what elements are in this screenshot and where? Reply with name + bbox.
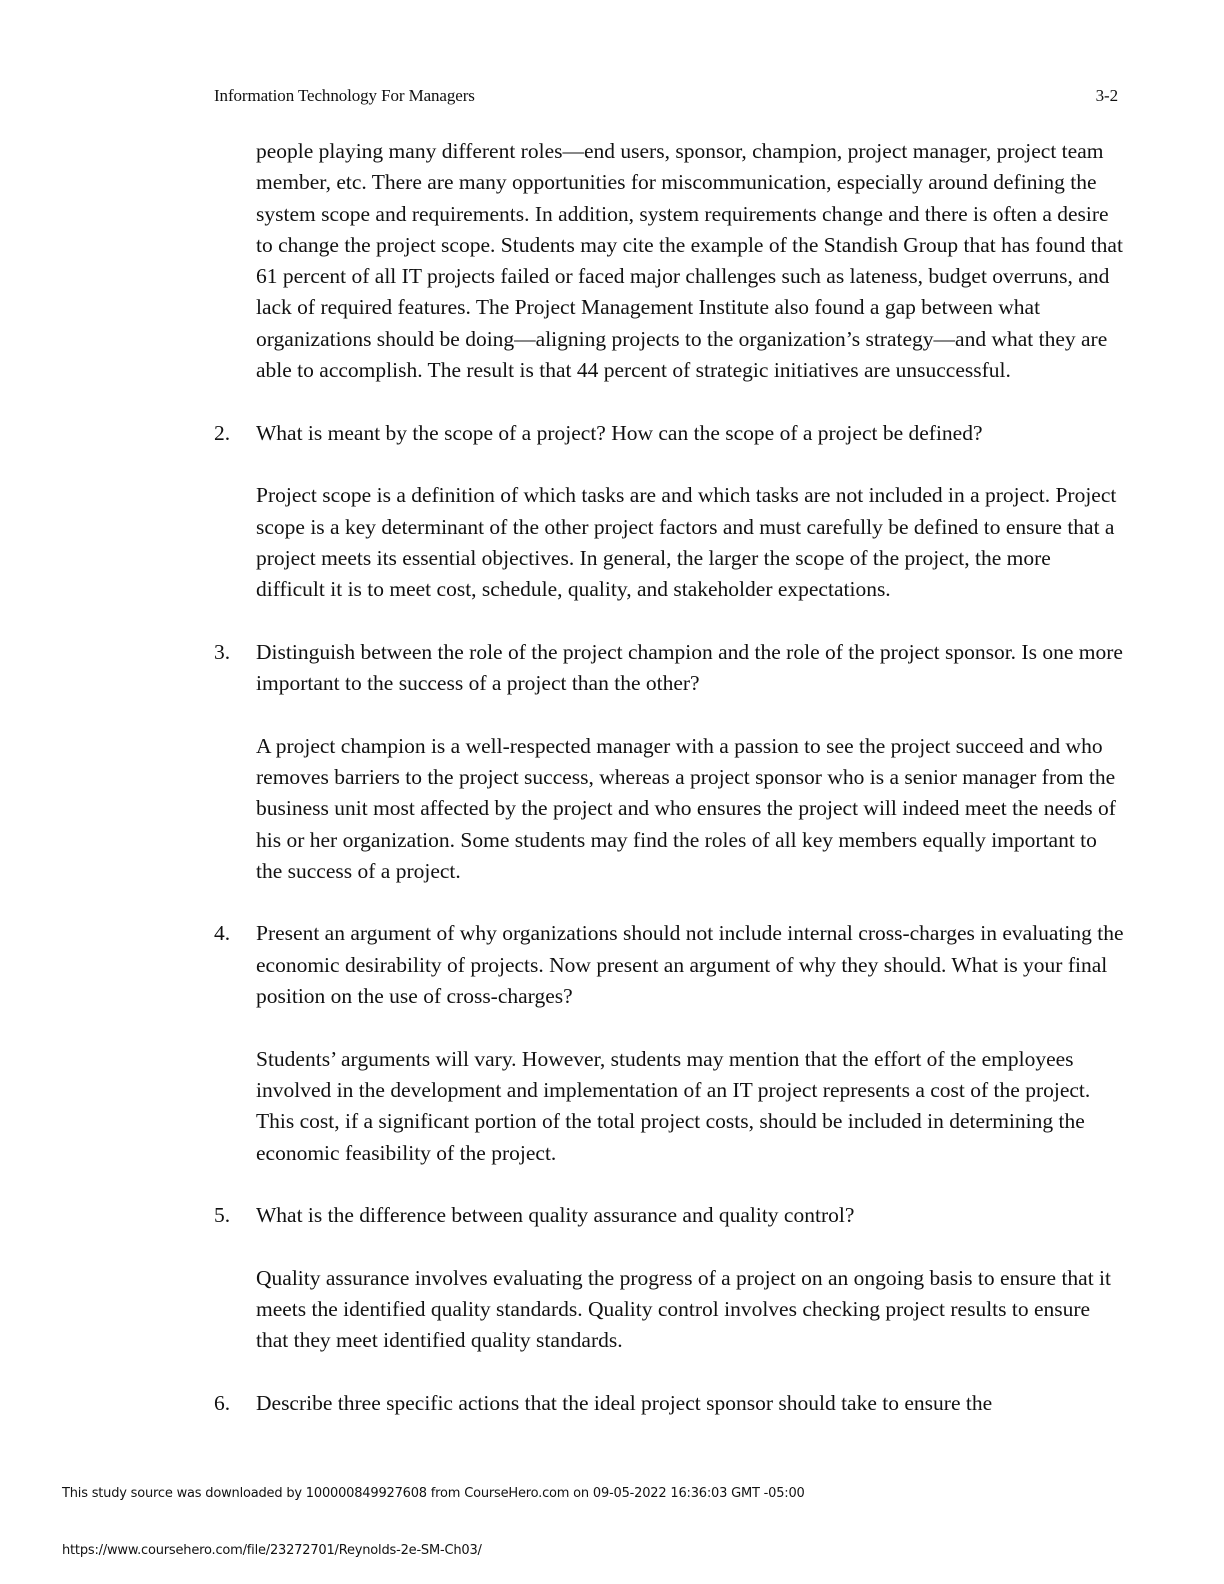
answer-paragraph: Quality assurance involves evaluating the progress of a project on an ongoing basis to ensure that it meets the identified quality standards. Quality control involves checking project results to ensure that they meet identified quality standards. xyxy=(256,1265,1112,1353)
question-text: Present an argument of why organizations should not include internal cross-charges in evaluating the economic desirability of projects. Now present an argument of why they should. What is your final position on the use of cross-charges? xyxy=(256,921,1124,1009)
download-source-note: This study source was downloaded by 100000849927608 from CourseHero.com on 09-05-2022 16:36:03 GMT -05:00 xyxy=(62,1486,805,1501)
question-item xyxy=(214,637,1124,700)
question-text: Describe three specific actions that the ideal project sponsor should take to ensure the xyxy=(256,1390,993,1415)
question-text: What is meant by the scope of a project? How can the scope of a project be defined? xyxy=(256,420,983,445)
answer-paragraph: Students’ arguments will vary. However, students may mention that the effort of the employees involved in the development and implementation of an IT project represents a cost of the project. This cost, if a significant portion of the total project costs, should be included in determining the economic feasibility of the project. xyxy=(256,1046,1091,1165)
question-text: What is the difference between quality assurance and quality control? xyxy=(256,1203,855,1228)
document-body xyxy=(214,136,1124,1450)
header-title: Information Technology For Managers xyxy=(214,86,475,105)
question-number: 4. xyxy=(214,921,231,946)
running-header xyxy=(214,86,1118,110)
question-item xyxy=(214,918,1124,1012)
question-number: 6. xyxy=(214,1390,231,1415)
question-item xyxy=(214,1200,1124,1231)
page-number: 3-2 xyxy=(1095,86,1118,105)
question-number: 2. xyxy=(214,420,231,445)
question-text: Distinguish between the role of the project champion and the role of the project sponsor. Is one more important to the success of a project than the other? xyxy=(256,639,1123,696)
question-number: 3. xyxy=(214,639,231,664)
intro-continuation-paragraph: people playing many different roles—end users, sponsor, champion, project manager, project team member, etc. There are many opportunities for miscommunication, especially around defining the system scope and requirements. In addition, system requirements change and there is often a desire to change the project scope. Students may cite the example of the Standish Group that has found that 61 percent of all IT projects failed or faced major challenges such as lateness, budget overruns, and lack of required features. The Project Management Institute also found a gap between what organizations should be doing—aligning projects to the organization’s strategy—and what they are able to accomplish. The result is that 44 percent of strategic initiatives are unsuccessful. xyxy=(256,139,1123,383)
question-number: 5. xyxy=(214,1203,231,1228)
source-url-link[interactable]: https://www.coursehero.com/file/23272701/Reynolds-2e-SM-Ch03/ xyxy=(62,1543,482,1558)
question-item xyxy=(214,418,1124,449)
question-item xyxy=(214,1388,1124,1419)
answer-paragraph: Project scope is a definition of which tasks are and which tasks are not included in a project. Project scope is a key determinant of the other project factors and must carefully be defined to ensure that a project meets its essential objectives. In general, the larger the scope of the project, the more difficult it is to meet cost, schedule, quality, and stakeholder expectations. xyxy=(256,483,1117,602)
answer-paragraph: A project champion is a well-respected manager with a passion to see the project succeed and who removes barriers to the project success, whereas a project sponsor who is a senior manager from the business unit most affected by the project and who ensures the project will indeed meet the needs of his or her organization. Some students may find the roles of all key members equally important to the success of a project. xyxy=(256,733,1116,883)
